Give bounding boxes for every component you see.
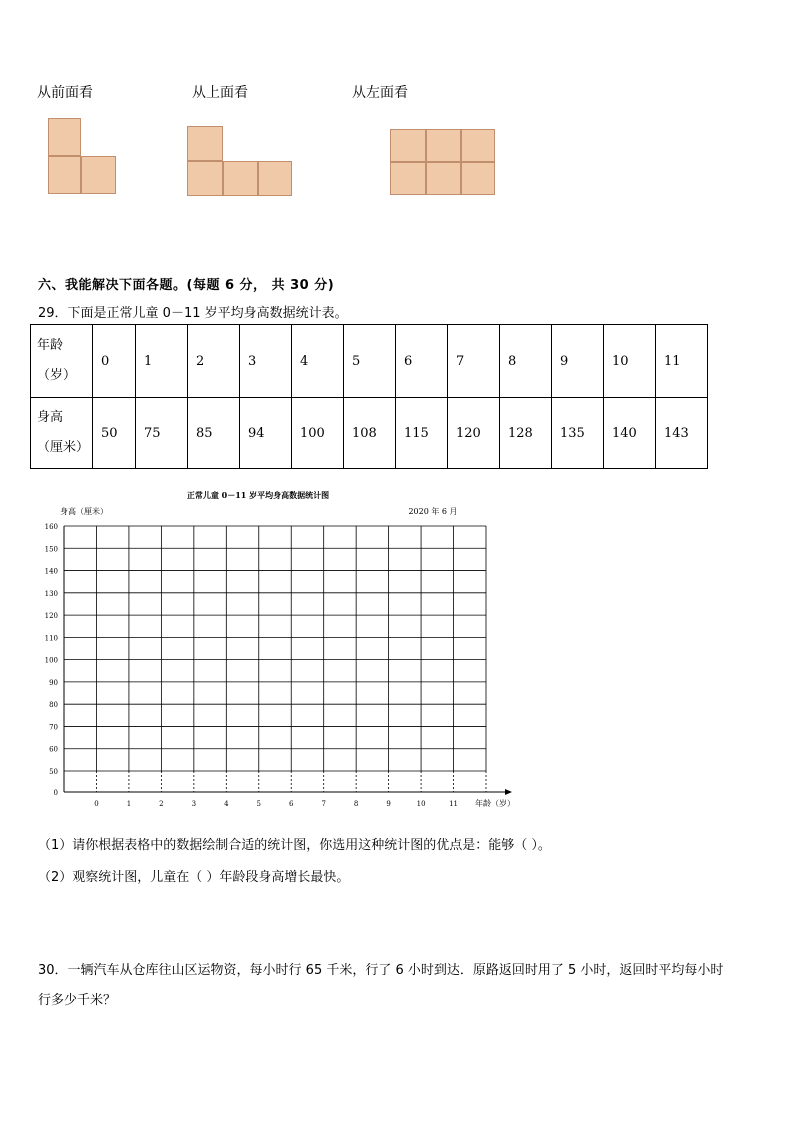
y-tick-label: 160	[44, 523, 58, 531]
x-tick-label: 0	[94, 800, 99, 808]
question-29-text: 29．下面是正常儿童 0－11 岁平均身高数据统计表。	[38, 306, 348, 321]
y-tick-labels	[45, 523, 58, 797]
height-header: 身高 （厘米）	[31, 398, 93, 469]
cube	[461, 162, 495, 195]
x-tick-label: 5	[256, 800, 262, 808]
age-cell: 5	[344, 325, 396, 398]
x-tick-label: 7	[321, 800, 326, 808]
front-view-label: 从前面看	[37, 85, 93, 101]
chart-title: 正常儿童 0－11 岁平均身高数据统计图	[186, 490, 330, 500]
cube	[390, 129, 426, 162]
top-view-label: 从上面看	[192, 85, 248, 101]
left-view-label: 从左面看	[352, 85, 408, 101]
y-tick-label: 70	[49, 723, 58, 732]
age-cell: 11	[656, 325, 708, 398]
height-cell: 143	[656, 398, 708, 469]
x-tick-label: 8	[353, 800, 359, 808]
cube	[258, 161, 292, 196]
x-tick-label: 3	[191, 800, 197, 808]
table-row-height	[31, 398, 708, 469]
cube	[48, 156, 81, 194]
x-tick-label: 1	[126, 800, 132, 808]
height-cell: 50	[93, 398, 136, 469]
x-tick-label: 10	[416, 800, 426, 808]
x-tick-label: 9	[386, 800, 391, 808]
x-tick-label: 4	[224, 800, 229, 808]
x-axis-arrow	[505, 789, 512, 795]
y-axis-label: 身高（厘米）	[60, 507, 108, 516]
y-tick-label: 0	[53, 789, 58, 797]
question-29-part-1: （1）请你根据表格中的数据绘制合适的统计图，你选用这种统计图的优点是：能够（ ）。	[38, 838, 551, 853]
age-cell: 3	[240, 325, 292, 398]
x-axis-label: 年龄（岁）	[475, 799, 515, 808]
height-cell: 140	[604, 398, 656, 469]
age-header: 年龄 （岁）	[31, 325, 93, 398]
y-tick-label: 80	[49, 701, 58, 710]
cube	[390, 162, 426, 195]
cube	[187, 126, 223, 161]
x-tick-label: 11	[449, 800, 458, 808]
y-tick-label: 100	[44, 656, 58, 665]
cube	[461, 129, 495, 162]
question-29-part-2: （2）观察统计图，儿童在（ ）年龄段身高增长最快。	[38, 870, 350, 885]
height-cell: 85	[188, 398, 240, 469]
y-tick-label: 140	[44, 567, 58, 576]
age-cell: 8	[500, 325, 552, 398]
x-tick-label: 6	[288, 800, 294, 808]
height-cell: 108	[344, 398, 396, 469]
age-cell: 10	[604, 325, 656, 398]
height-table	[30, 324, 708, 469]
height-cell: 115	[396, 398, 448, 469]
age-cell: 7	[448, 325, 500, 398]
cube	[48, 118, 81, 156]
age-cell: 0	[93, 325, 136, 398]
question-30-line-1: 30．一辆汽车从仓库往山区运物资，每小时行 65 千米，行了 6 小时到达．原路返回时用了 5 小时，返回时平均每小时	[38, 963, 724, 978]
age-cell: 2	[188, 325, 240, 398]
cube	[426, 129, 461, 162]
age-cell: 6	[396, 325, 448, 398]
chart-grid	[64, 526, 486, 792]
y-tick-label: 150	[44, 545, 58, 554]
height-cell: 120	[448, 398, 500, 469]
y-tick-label: 110	[44, 634, 58, 643]
y-tick-label: 90	[49, 678, 58, 687]
y-tick-label: 130	[44, 589, 58, 598]
y-tick-label: 60	[49, 745, 58, 754]
x-tick-label: 2	[159, 800, 164, 808]
height-chart	[30, 484, 530, 814]
question-30-line-2: 行多少千米？	[38, 993, 117, 1008]
age-cell: 9	[552, 325, 604, 398]
section-title: 六、我能解决下面各题。(每题 6 分， 共 30 分)	[38, 278, 335, 293]
x-tick-labels	[94, 800, 458, 808]
height-cell: 135	[552, 398, 604, 469]
cube	[187, 161, 223, 196]
y-tick-label: 50	[49, 768, 58, 776]
chart-axes	[64, 526, 512, 795]
height-cell: 100	[292, 398, 344, 469]
y-tick-label: 120	[44, 612, 58, 621]
cube	[223, 161, 258, 196]
chart-date: 2020 年 6 月	[408, 507, 458, 516]
cube	[426, 162, 461, 195]
height-cell: 94	[240, 398, 292, 469]
table-row-age	[31, 325, 708, 398]
age-cell: 4	[292, 325, 344, 398]
cube	[81, 156, 116, 194]
age-cell: 1	[136, 325, 188, 398]
height-cell: 75	[136, 398, 188, 469]
height-cell: 128	[500, 398, 552, 469]
